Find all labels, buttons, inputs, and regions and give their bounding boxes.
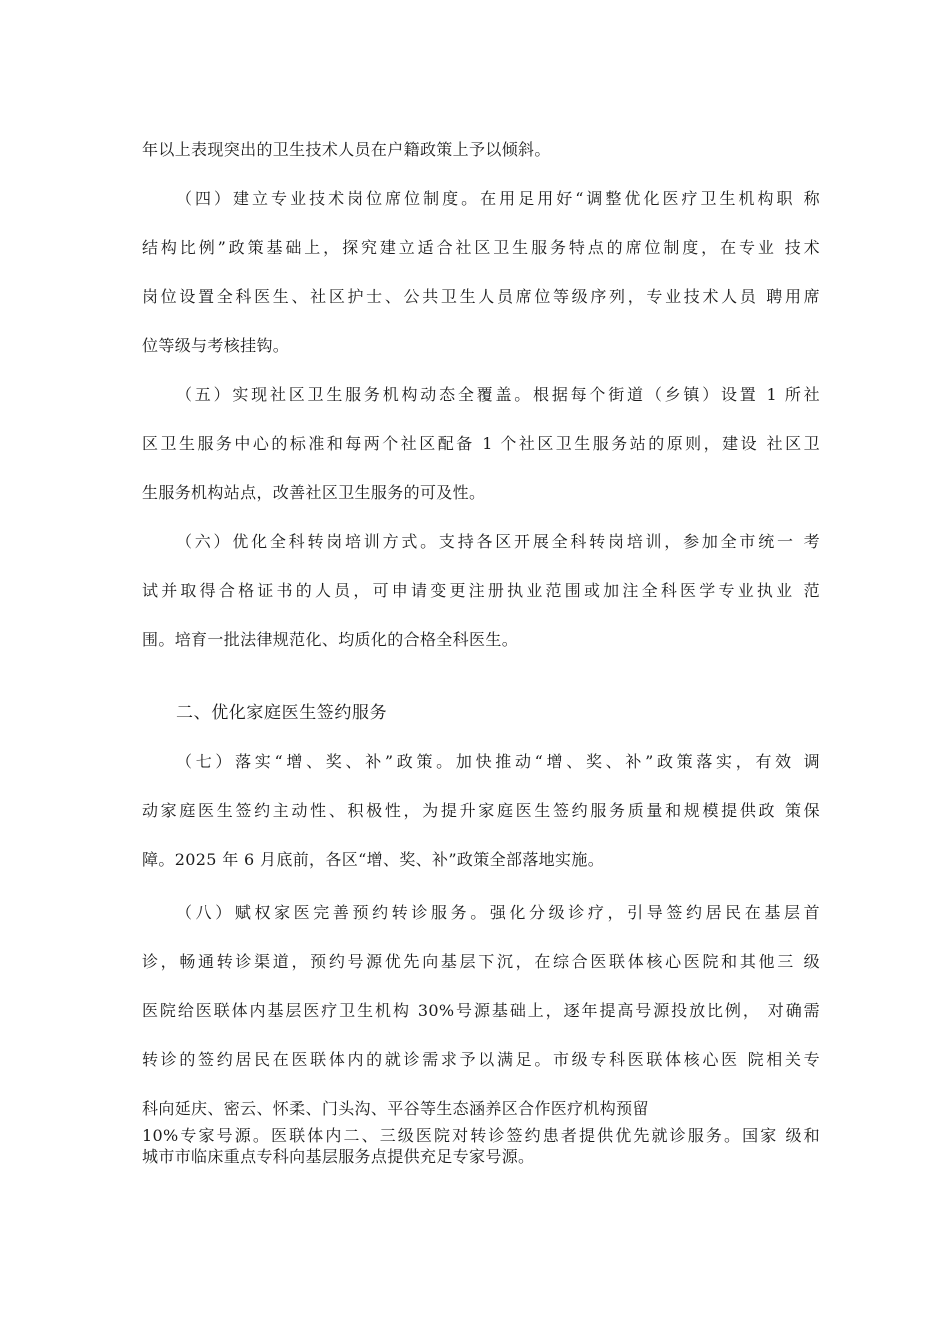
section-heading: 二、优化家庭医生签约服务 (176, 703, 388, 723)
paragraph-line: 转诊的签约居民在医联体内的就诊需求予以满足。市级专科医联体核心医 院相关专 (142, 1050, 820, 1069)
paragraph-line: （五）实现社区卫生服务机构动态全覆盖。根据每个街道（乡镇）设置 1 所社 (176, 385, 820, 404)
paragraph-line: 结构比例”政策基础上，探究建立适合社区卫生服务特点的席位制度，在专业 技术 (142, 238, 820, 257)
paragraph-line: 位等级与考核挂钩。 (142, 336, 290, 355)
paragraph-line: （八）赋权家医完善预约转诊服务。强化分级诊疗，引导签约居民在基层首 (176, 903, 820, 922)
paragraph-line: 医院给医联体内基层医疗卫生机构 30%号源基础上，逐年提高号源投放比例， 对确需 (142, 1001, 820, 1020)
paragraph-line: 生服务机构站点，改善社区卫生服务的可及性。 (142, 483, 486, 502)
paragraph-line: 10%专家号源。医联体内二、三级医院对转诊签约患者提供优先就诊服务。国家 级和 (142, 1126, 820, 1145)
paragraph-line: （四）建立专业技术岗位席位制度。在用足用好“调整优化医疗卫生机构职 称 (176, 189, 820, 208)
paragraph-line: 科向延庆、密云、怀柔、门头沟、平谷等生态涵养区合作医疗机构预留 (142, 1099, 649, 1118)
paragraph-line: 城市市临床重点专科向基层服务点提供充足专家号源。 (142, 1147, 535, 1166)
paragraph-line: （七）落实“增、奖、补”政策。加快推动“增、奖、补”政策落实，有效 调 (176, 752, 820, 771)
paragraph-line: 围。培育一批法律规范化、均质化的合格全科医生。 (142, 630, 519, 649)
paragraph-line: 试并取得合格证书的人员，可申请变更注册执业范围或加注全科医学专业执业 范 (142, 581, 820, 600)
paragraph-line: 动家庭医生签约主动性、积极性，为提升家庭医生签约服务质量和规模提供政 策保 (142, 801, 820, 820)
paragraph-line: 区卫生服务中心的标准和每两个社区配备 1 个社区卫生服务站的原则，建设 社区卫 (142, 434, 820, 453)
paragraph-line: （六）优化全科转岗培训方式。支持各区开展全科转岗培训，参加全市统一 考 (176, 532, 820, 551)
paragraph-line: 诊，畅通转诊渠道，预约号源优先向基层下沉，在综合医联体核心医院和其他三 级 (142, 952, 820, 971)
paragraph-line: 岗位设置全科医生、社区护士、公共卫生人员席位等级序列，专业技术人员 聘用席 (142, 287, 820, 306)
paragraph-line: 年以上表现突出的卫生技术人员在户籍政策上予以倾斜。 (142, 140, 551, 159)
paragraph-line: 障。2025 年 6 月底前，各区“增、奖、补”政策全部落地实施。 (142, 850, 605, 869)
